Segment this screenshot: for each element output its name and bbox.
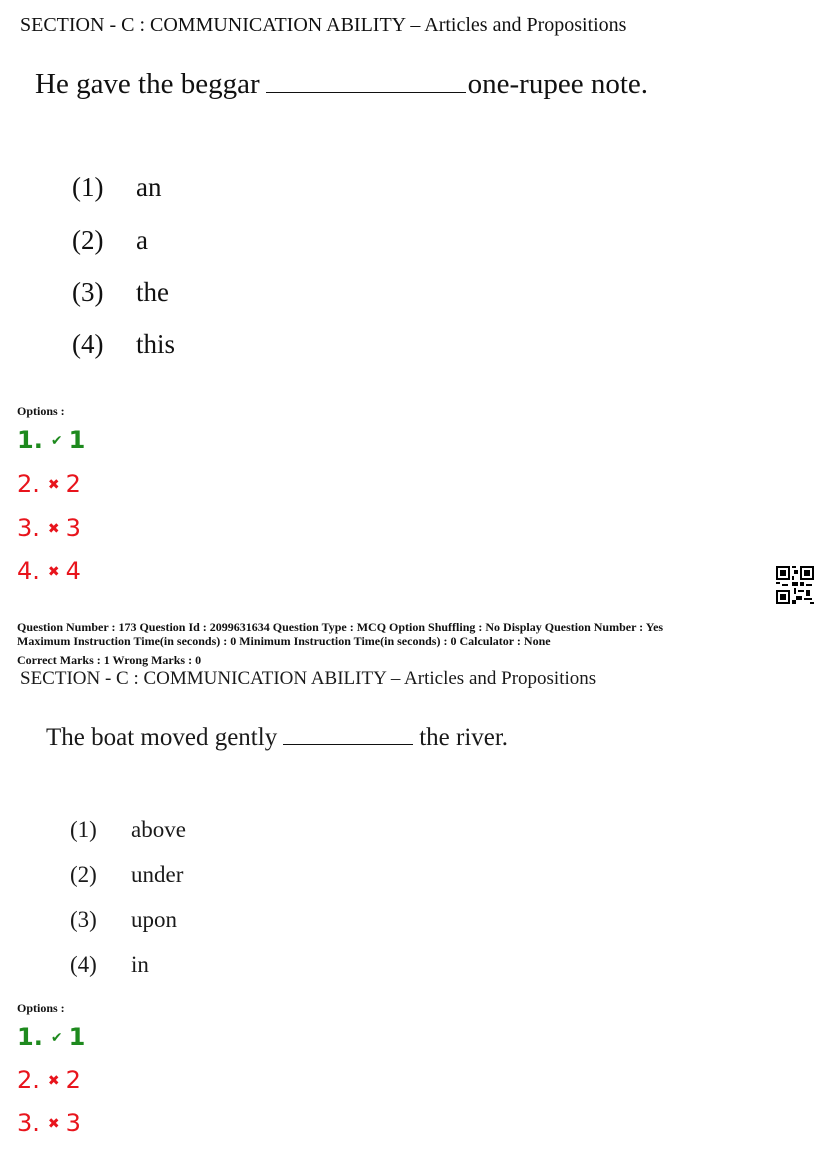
option-correct: 1. ✔ 1 <box>17 1023 86 1051</box>
answer-blank <box>283 724 413 745</box>
choice-item: (1) an <box>72 172 162 202</box>
option-wrong: 4. ✖ 4 <box>17 557 81 585</box>
option-wrong: 3. ✖ 3 <box>17 514 81 542</box>
sentence-before: He gave the beggar <box>35 68 260 100</box>
checkmark-icon: ✔ <box>50 1030 63 1046</box>
question-text <box>46 724 508 752</box>
sentence-after: the river. <box>419 724 509 751</box>
section-title: SECTION - C : COMMUNICATION ABILITY – Articles and Propositions <box>20 668 597 689</box>
option-correct: 1. ✔ 1 <box>17 426 86 454</box>
cross-icon: ✖ <box>47 564 60 580</box>
option-wrong: 2. ✖ 2 <box>17 470 81 498</box>
question-text <box>35 68 648 101</box>
option-wrong: 2. ✖ 2 <box>17 1066 81 1094</box>
question-marks: Correct Marks : 1 Wrong Marks : 0 <box>17 653 202 667</box>
choice-item: (2) a <box>72 225 148 255</box>
question-meta: Question Number : 173 Question Id : 2099631634 Question Type : MCQ Option Shuffling : No Display Question Number : Yes <box>17 620 664 634</box>
cross-icon: ✖ <box>47 1116 60 1132</box>
checkmark-icon: ✔ <box>50 433 63 449</box>
options-label: Options : <box>17 404 65 418</box>
choice-item: (3) upon <box>70 907 177 932</box>
section-title: SECTION - C : COMMUNICATION ABILITY – Articles and Propositions <box>20 14 627 36</box>
option-wrong: 3. ✖ 3 <box>17 1109 81 1137</box>
choice-item: (1) above <box>70 817 186 842</box>
sentence-before: The boat moved gently <box>46 724 278 751</box>
sentence-after: one-rupee note. <box>467 68 648 100</box>
cross-icon: ✖ <box>47 521 60 537</box>
cross-icon: ✖ <box>47 1073 60 1089</box>
choice-item: (4) this <box>72 329 176 359</box>
choice-item: (4) in <box>70 952 149 977</box>
cross-icon: ✖ <box>47 477 60 493</box>
choice-item: (2) under <box>70 862 184 887</box>
choice-item: (3) the <box>72 277 169 307</box>
options-label: Options : <box>17 1001 65 1015</box>
question-meta: Maximum Instruction Time(in seconds) : 0 Minimum Instruction Time(in seconds) : 0 Calculator : None <box>17 634 551 648</box>
qr-code-icon <box>776 566 814 604</box>
answer-blank <box>266 70 466 93</box>
